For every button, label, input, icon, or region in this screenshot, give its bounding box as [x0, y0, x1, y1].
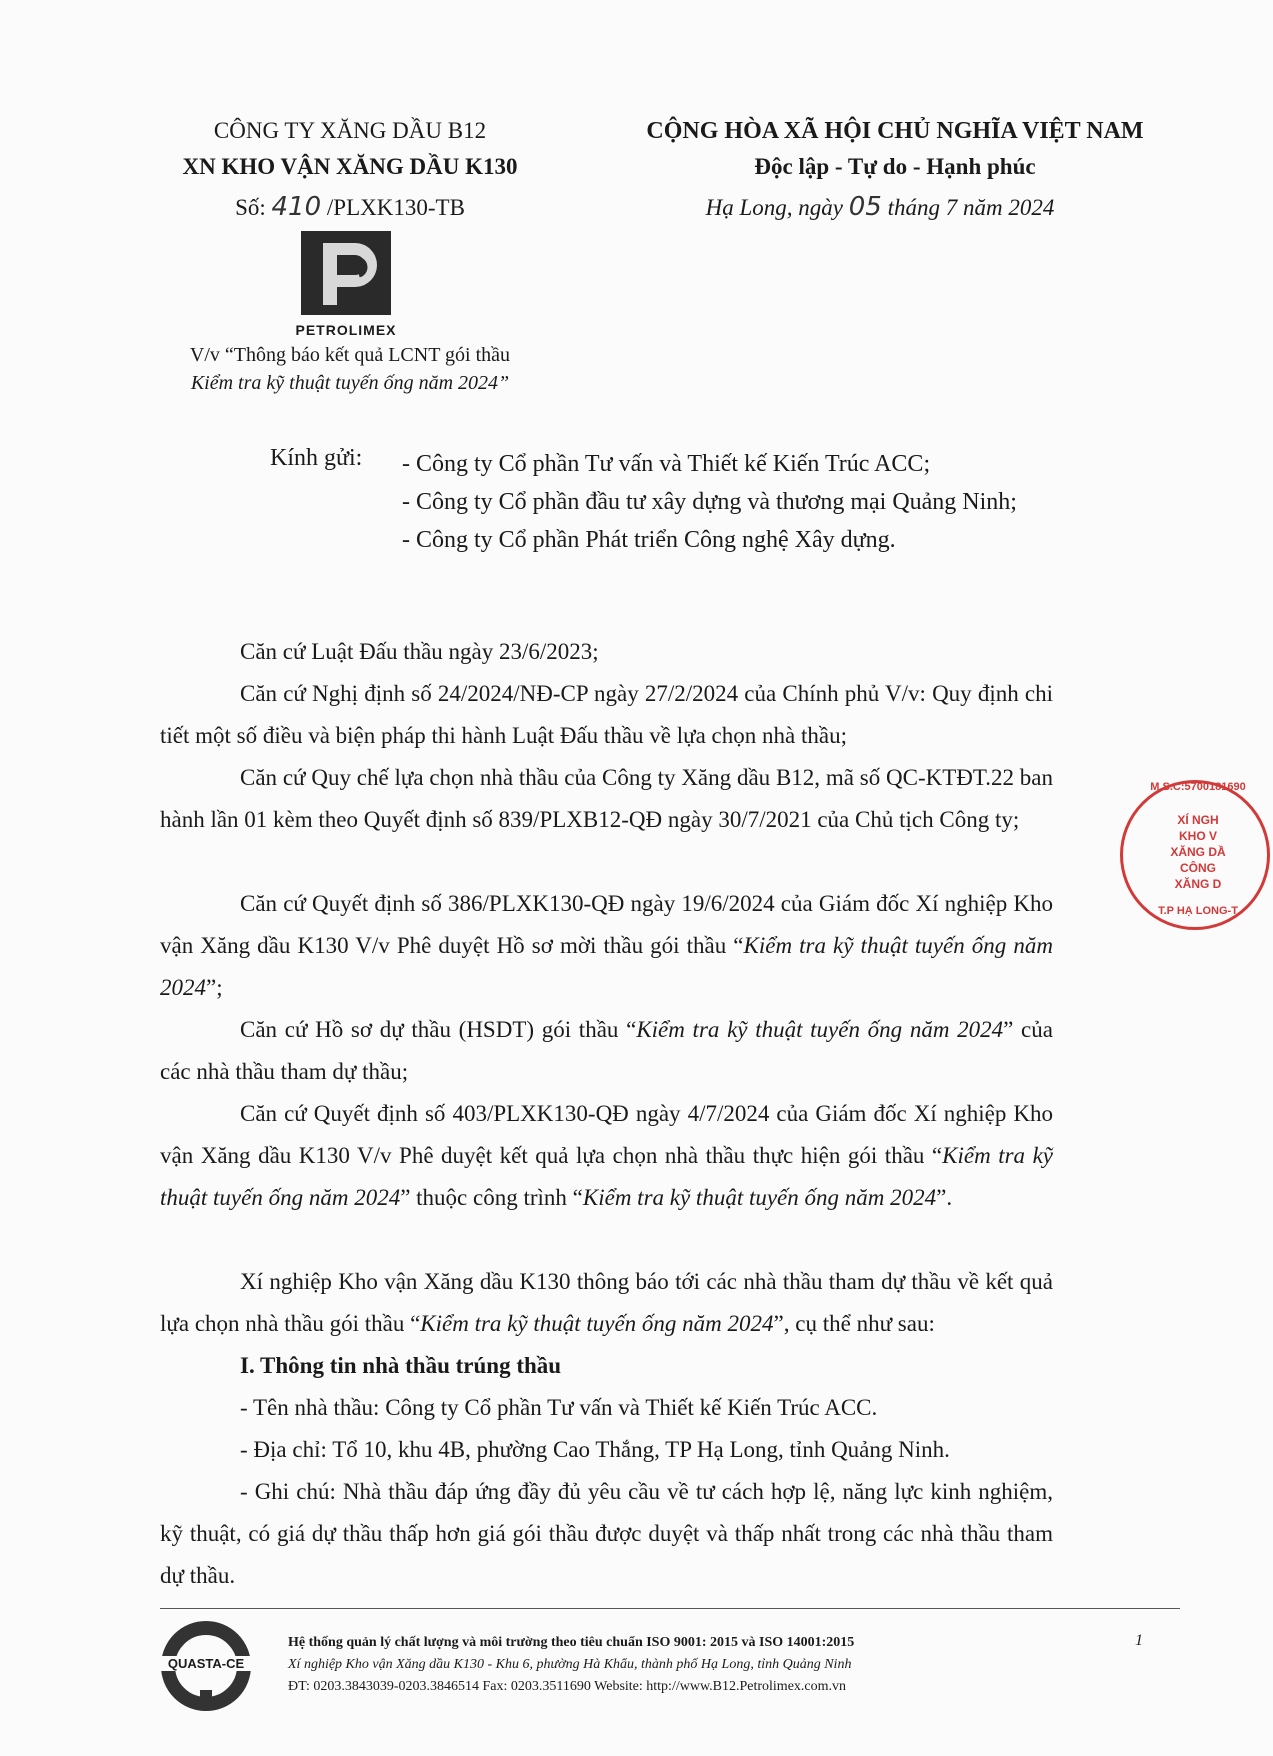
p6-text-b: ” thuộc công trình “	[400, 1185, 583, 1210]
footer-address-line: Xí nghiệp Kho vận Xăng dầu K130 - Khu 6, phường Hà Khẩu, thành phố Hạ Long, tỉnh Quảng Ninh	[288, 1657, 852, 1672]
quasta-text: QUASTA-CE	[160, 1656, 252, 1671]
p7-text-b: ”, cụ thể như sau:	[773, 1311, 935, 1336]
petrolimex-logo	[301, 231, 391, 315]
paragraph-legal-basis-3: Căn cứ Quy chế lựa chọn nhà thầu của Công ty Xăng dầu B12, mã số QC-KTĐT.22 ban hành lần 01 kèm theo Quyết định số 839/PLXB12-QĐ ngày 30/7/2021 của Chủ tịch Công ty;	[160, 765, 1053, 832]
paragraph-legal-basis-5	[160, 1009, 1053, 1093]
paragraph-legal-basis-4	[160, 883, 1053, 1009]
stamp-line: KHO V	[1178, 829, 1217, 843]
stamp-line: CÔNG	[1180, 861, 1216, 875]
logo-text: PETROLIMEX	[295, 322, 397, 338]
p5-text-a: Căn cứ Hồ sơ dự thầu (HSDT) gói thầu “	[240, 1017, 637, 1042]
p5-text-b: ” của các nhà thầu tham dự thầu;	[160, 1017, 1053, 1084]
company-name: CÔNG TY XĂNG DẦU B12	[213, 118, 487, 143]
p5-package-name: Kiểm tra kỹ thuật tuyến ống năm 2024	[636, 1017, 1004, 1042]
p4-text-b: ”;	[206, 975, 223, 1000]
p6-project-name: Kiểm tra kỹ thuật tuyến ống năm 2024	[582, 1185, 937, 1210]
subject-line-1: V/v “Thông báo kết quả LCNT gói thầu	[189, 344, 511, 366]
document-number	[140, 192, 560, 222]
quasta-certification-logo	[160, 1620, 252, 1712]
p6-package-name: Kiểm tra kỹ thuật tuyến ống năm 2024	[160, 1143, 1053, 1210]
stamp-line: XĂNG D	[1174, 877, 1222, 891]
recipients-label: Kính gửi:	[270, 445, 363, 471]
winning-bidder-name: - Tên nhà thầu: Công ty Cổ phần Tư vấn và Thiết kế Kiến Trúc ACC.	[240, 1395, 878, 1420]
recipient-item: - Công ty Cổ phần đầu tư xây dựng và thương mại Quảng Ninh;	[402, 489, 1017, 515]
page-number: 1	[1135, 1632, 1143, 1649]
footer-iso-line: Hệ thống quản lý chất lượng và môi trường theo tiêu chuẩn ISO 9001: 2015 và ISO 14001:2015	[288, 1635, 855, 1650]
paragraph-legal-basis-1: Căn cứ Luật Đấu thầu ngày 23/6/2023;	[240, 639, 599, 664]
p4-package-name: Kiểm tra kỹ thuật tuyến ống năm 2024	[160, 933, 1053, 1000]
paragraph-legal-basis-6	[160, 1093, 1053, 1219]
stamp-line: XĂNG DẦ	[1170, 845, 1226, 859]
footer-divider	[160, 1608, 1180, 1609]
doc-no-handwritten: 410	[271, 192, 322, 222]
footer-contact-line: ĐT: 0203.3843039-0203.3846514 Fax: 0203.3511690 Website: http://www.B12.Petrolimex.com.vn	[288, 1679, 847, 1694]
stamp-ring-text: M.S.C:5700181690	[1150, 781, 1246, 793]
subject-line-2: Kiểm tra kỹ thuật tuyến ống năm 2024”	[190, 372, 510, 394]
p7-package-name: Kiểm tra kỹ thuật tuyến ống năm 2024	[420, 1311, 774, 1336]
recipient-item: - Công ty Cổ phần Tư vấn và Thiết kế Kiến Trúc ACC;	[402, 451, 931, 477]
paragraph-legal-basis-2: Căn cứ Nghị định số 24/2024/NĐ-CP ngày 27/2/2024 của Chính phủ V/v: Quy định chi tiết một số điều và biện pháp thi hành Luật Đấu thầu về lựa chọn nhà thầu;	[160, 681, 1053, 748]
recipients-list	[402, 445, 1052, 559]
country-name: CỘNG HÒA XÃ HỘI CHỦ NGHĨA VIỆT NAM	[646, 118, 1144, 144]
motto: Độc lập - Tự do - Hạnh phúc	[754, 154, 1036, 179]
red-stamp	[1120, 780, 1270, 930]
p4-text-a: Căn cứ Quyết định số 386/PLXK130-QĐ ngày 19/6/2024 của Giám đốc Xí nghiệp Kho vận Xăng dầu K130 V/v Phê duyệt Hồ sơ mời thầu gói thầu “	[160, 891, 1053, 958]
winning-bidder-address: - Địa chỉ: Tổ 10, khu 4B, phường Cao Thắng, TP Hạ Long, tỉnh Quảng Ninh.	[240, 1437, 950, 1462]
p7-text-a: Xí nghiệp Kho vận Xăng dầu K130 thông báo tới các nhà thầu tham dự thầu về kết quả lựa chọn nhà thầu gói thầu “	[160, 1269, 1053, 1336]
place-date	[620, 192, 1140, 222]
doc-no-suffix: /PLXK130-TB	[326, 195, 465, 220]
date-day-handwritten: 05	[848, 192, 882, 222]
paragraph-announcement	[160, 1261, 1053, 1345]
p6-text-c: ”.	[936, 1185, 953, 1210]
p6-text-a: Căn cứ Quyết định số 403/PLXK130-QĐ ngày 4/7/2024 của Giám đốc Xí nghiệp Kho vận Xăng dầu K130 V/v Phê duyệt kết quả lựa chọn nhà thầu thực hiện gói thầu “	[160, 1101, 1053, 1168]
recipient-item: - Công ty Cổ phần Phát triển Công nghệ Xây dựng.	[402, 527, 896, 553]
date-prefix: Hạ Long, ngày	[705, 195, 844, 220]
petrolimex-logo-mark-icon	[301, 231, 391, 315]
doc-no-prefix: Số:	[235, 195, 266, 220]
section-heading-winning-bidder: I. Thông tin nhà thầu trúng thầu	[240, 1353, 562, 1378]
date-suffix: tháng 7 năm 2024	[887, 195, 1055, 220]
stamp-bottom-text: T.P HẠ LONG-T	[1158, 905, 1238, 917]
enterprise-name: XN KHO VẬN XĂNG DẦU K130	[182, 154, 518, 179]
stamp-line: XÍ NGH	[1177, 813, 1219, 827]
winning-bidder-note: - Ghi chú: Nhà thầu đáp ứng đầy đủ yêu cầu về tư cách hợp lệ, năng lực kinh nghiệm, kỹ thuật, có giá dự thầu thấp hơn giá gói thầu được duyệt và thấp nhất trong các nhà thầu tham dự thầu.	[160, 1479, 1053, 1588]
